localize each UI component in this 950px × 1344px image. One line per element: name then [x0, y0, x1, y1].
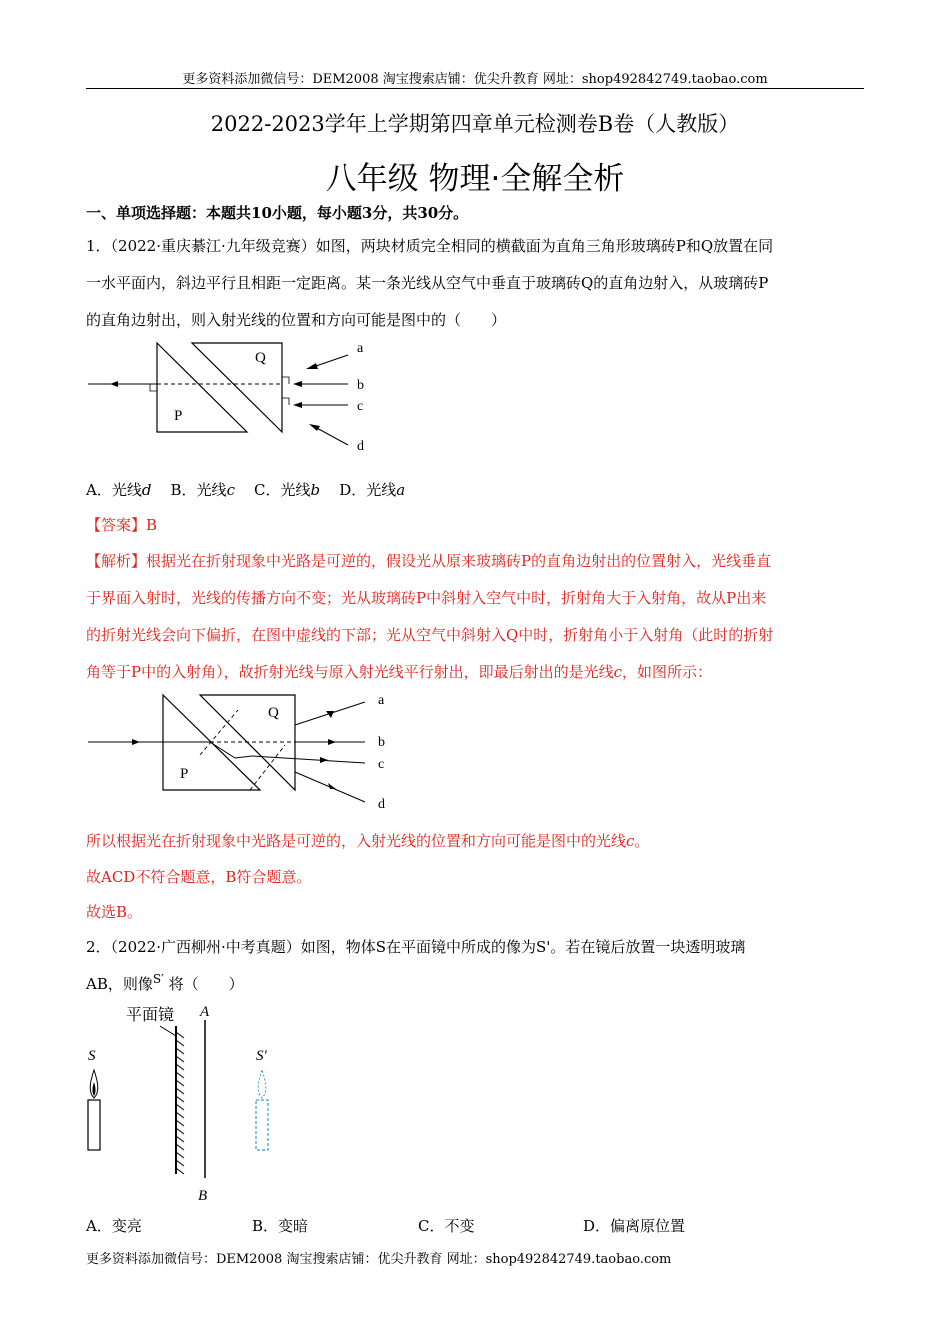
virtual-candle [256, 1100, 268, 1150]
solution-label-b: b [378, 735, 385, 750]
label-p: P [174, 408, 183, 424]
virtual-flame [258, 1070, 266, 1098]
q1-option-b[interactable]: B．光线c [170, 481, 235, 499]
q2-option-b[interactable]: B．变暗 [252, 1217, 309, 1235]
right-angle-b [282, 377, 289, 384]
q1-option-d[interactable]: D．光线a [339, 481, 406, 499]
q1-analysis-line-1: 【解析】根据光在折射现象中光路是可逆的，假设光从原来玻璃砖P的直角边射出的位置射入，光线垂直 [86, 552, 772, 570]
header-divider [86, 88, 864, 89]
q2-figure [80, 998, 310, 1206]
q2-option-d[interactable]: D．偏离原位置 [583, 1217, 686, 1235]
q2-option-c[interactable]: C．不变 [418, 1217, 475, 1235]
label-d: d [357, 439, 364, 454]
q1-stem-line-3: 的直角边射出，则入射光线的位置和方向可能是图中的（ ） [86, 311, 507, 329]
q1-figure [80, 335, 400, 460]
q1-conclusion: 所以根据光在折射现象中光路是可逆的，入射光线的位置和方向可能是图中的光线c。 [86, 832, 650, 850]
exit-ray-arrow [110, 381, 118, 387]
q1-option-a[interactable]: A．光线d [86, 481, 152, 499]
q1-choose-line: 故选B。 [86, 903, 143, 921]
solution-label-a: a [378, 693, 385, 708]
q1-analysis-line-2: 于界面入射时，光线的传播方向不变；光从玻璃砖P中斜射入空气中时，折射角大于入射角，故从P出来 [86, 589, 767, 607]
q2-option-a[interactable]: A．变亮 [86, 1217, 142, 1235]
ray-a [313, 355, 348, 367]
label-q: Q [255, 350, 266, 366]
solution-label-c: c [378, 757, 385, 772]
label-b: b [357, 378, 364, 393]
q1-solution-figure [80, 690, 410, 815]
q1-stem-line-2: 一水平面内，斜边平行且相距一定距离。某一条光线从空气中垂直于玻璃砖Q的直角边射入，从玻璃砖P [86, 274, 769, 292]
page-header: 更多资料添加微信号：DEM2008 淘宝搜索店铺：优尖升教育 网址：shop492842749.taobao.com [182, 72, 768, 87]
q1-option-c[interactable]: C．光线b [254, 481, 321, 499]
q1-analysis-line-4: 角等于P中的入射角），故折射光线与原入射光线平行射出，即最后射出的是光线c，如图所示： [86, 663, 713, 681]
right-angle-p [150, 384, 157, 391]
solution-label-p: P [180, 766, 189, 782]
section-heading: 一、单项选择题：本题共10小题，每小题3分，共30分。 [86, 204, 469, 222]
solution-label-q: Q [268, 705, 279, 721]
mirror-pointer [160, 1026, 176, 1036]
mirror-hatching [176, 1032, 184, 1174]
label-s-prime: S′ [256, 1048, 267, 1064]
q1-analysis-line-3: 的折射光线会向下偏折，在图中虚线的下部；光从空气中斜射入Q中时，折射角小于入射角（此时的折射 [86, 626, 774, 644]
refracted-path [210, 742, 252, 758]
q1-options [86, 479, 405, 500]
right-angle-c [282, 398, 289, 405]
label-a-glass: A [200, 1004, 210, 1020]
label-c: c [357, 399, 364, 414]
q1-answer: 【答案】B [86, 516, 158, 534]
mirror-label: 平面镜 [126, 1005, 175, 1024]
exam-subtitle: 八年级 物理·全解全析 [325, 161, 625, 197]
prism-p [157, 343, 247, 432]
solution-ray-c [252, 756, 365, 763]
ray-d [315, 427, 348, 445]
q1-stem-line-1: 1．（2022·重庆綦江·九年级竞赛）如图，两块材质完全相同的横截面为直角三角形玻璃砖P和Q放置在同 [86, 237, 774, 255]
solution-label-d: d [378, 797, 385, 812]
prism-q [192, 343, 282, 432]
q2-stem-line-2: AB，则像$^{S'}$ 将（ ） [86, 972, 244, 993]
candle [88, 1100, 100, 1150]
label-b-glass: B [198, 1188, 208, 1204]
label-a: a [357, 341, 364, 356]
label-s: S [88, 1048, 96, 1064]
page-footer: 更多资料添加微信号：DEM2008 淘宝搜索店铺：优尖升教育 网址：shop492842749.taobao.com [86, 1252, 672, 1267]
exam-title: 2022-2023学年上学期第四章单元检测卷B卷（人教版） [210, 112, 740, 136]
normal-2 [250, 745, 285, 790]
q1-acd-line: 故ACD不符合题意，B符合题意。 [86, 868, 312, 886]
q2-stem-line-1: 2．（2022·广西柳州·中考真题）如图，物体S在平面镜中所成的像为S'。若在镜后放置一块透明玻璃 [86, 938, 746, 956]
